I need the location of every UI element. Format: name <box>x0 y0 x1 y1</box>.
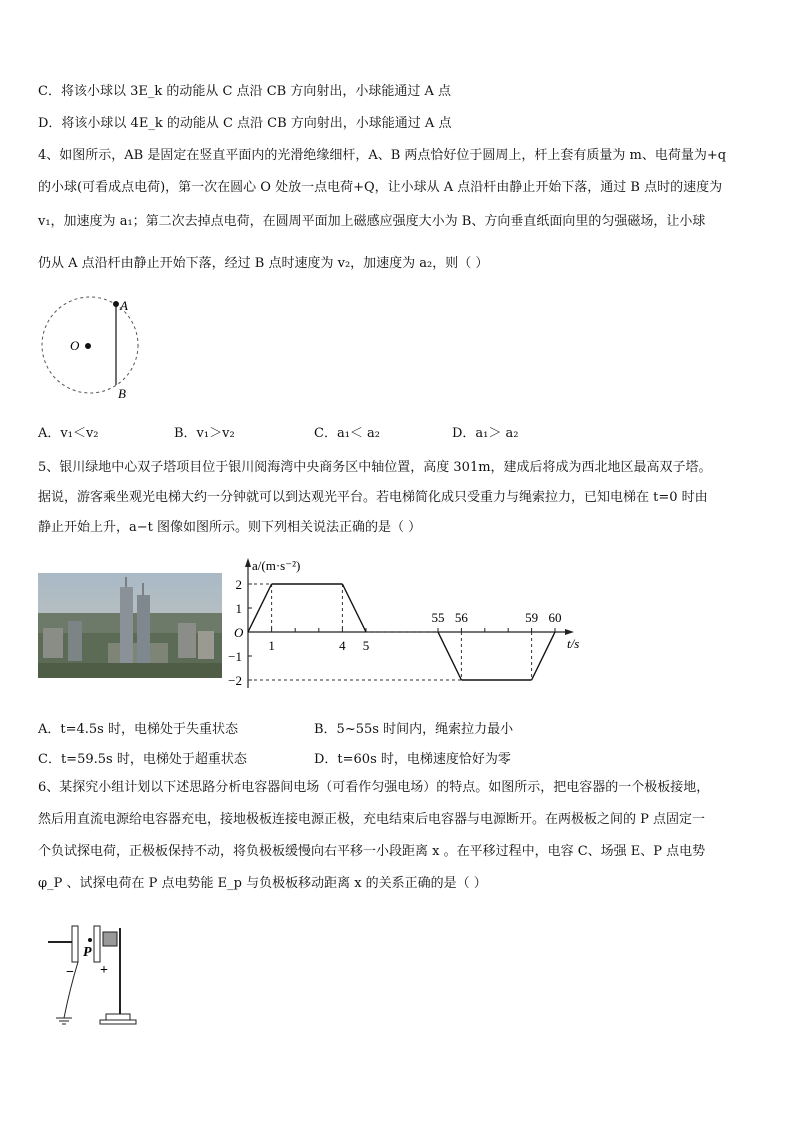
q5-stem-line2: 据说，游客乘坐观光电梯大约一分钟就可以到达观光平台。若电梯简化成只受重力与绳索拉力，已知电梯在 t=0 时由 <box>38 490 708 505</box>
twin-tower-photo <box>38 573 222 678</box>
q4-option-d: D．a₁＞ a₂ <box>452 426 519 441</box>
label-plus: + <box>100 963 108 978</box>
q6-stem-line4: φ_P 、试探电荷在 P 点电势能 E_p 与负极板移动距离 x 的关系正确的是（ ） <box>38 876 487 891</box>
origin-label: O <box>234 625 244 640</box>
y-axis-arrow <box>245 558 251 567</box>
x-tick-label: 5 <box>362 638 370 653</box>
label-o: O <box>70 338 80 353</box>
y-tick-label: 1 <box>235 601 242 616</box>
label-a: A <box>120 298 128 313</box>
q4-option-a: A．v₁＜v₂ <box>38 426 99 441</box>
q5-option-c: C．t=59.5s 时，电梯处于超重状态 <box>38 752 247 767</box>
q4-stem-line3: v₁，加速度为 a₁；第二次去掉点电荷，在圆周平面加上磁感应强度大小为 B、方向垂直纸面向里的匀强磁场，让小球 <box>38 214 706 229</box>
label-minus: − <box>66 965 74 980</box>
q3-option-c: C．将该小球以 3E_k 的动能从 C 点沿 CB 方向射出，小球能通过 A 点 <box>38 84 451 99</box>
q4-option-c: C．a₁＜ a₂ <box>314 426 381 441</box>
series-segment <box>532 632 555 680</box>
x-tick-label: 56 <box>454 610 468 625</box>
q5-option-d: D．t=60s 时，电梯速度恰好为零 <box>314 752 511 767</box>
x-tick-label: 1 <box>268 638 275 653</box>
x-axis-label: t/s <box>567 636 580 651</box>
q5-stem-line1: 5、银川绿地中心双子塔项目位于银川阅海湾中央商务区中轴位置，高度 301m，建成后将成为西北地区最高双子塔。 <box>38 460 712 475</box>
q6-stem-line2: 然后用直流电源给电容器充电，接地极板连接电源正极，充电结束后电容器与电源断开。在两极板之间的 P 点固定一 <box>38 812 706 827</box>
q4-stem-line2: 的小球(可看成点电荷)，第一次在圆心 O 处放一点电荷+Q，让小球从 A 点沿杆由静止开始下落，通过 B 点时的速度为 <box>38 180 723 195</box>
q5-option-a: A．t=4.5s 时，电梯处于失重状态 <box>38 722 238 737</box>
q4-stem-line4: 仍从 A 点沿杆由静止开始下落，经过 B 点时速度为 v₂，加速度为 a₂，则（ ） <box>38 256 489 271</box>
q4-stem-line1: 4、如图所示，AB 是固定在竖直平面内的光滑绝缘细杆，A、B 两点恰好位于圆周上，杆上套有质量为 m、电荷量为+q <box>38 148 727 163</box>
y-tick-label: 2 <box>235 577 242 592</box>
x-tick-label: 4 <box>339 638 346 653</box>
label-b: B <box>118 386 126 401</box>
q6-stem-line3: 个负试探电荷，正极板保持不动，将负极板缓慢向右平移一小段距离 x 。在平移过程中，电容 C、场强 E、P 点电势 <box>38 844 706 859</box>
q4-option-b: B．v₁＞v₂ <box>174 426 235 441</box>
x-tick-label: 55 <box>431 610 445 625</box>
q6-stem-line1: 6、某探究小组计划以下述思路分析电容器间电场（可看作匀强电场）的特点。如图所示，把电容器的一个极板接地， <box>38 780 710 795</box>
series-segment <box>342 584 366 632</box>
x-tick-label: 59 <box>525 610 539 625</box>
q3-option-d: D．将该小球以 4E_k 的动能从 C 点沿 CB 方向射出，小球能通过 A 点 <box>38 116 452 131</box>
y-tick-label: −2 <box>228 673 242 688</box>
x-tick-label: 60 <box>548 610 562 625</box>
q5-stem-line3: 静止开始上升，a−t 图像如图所示。则下列相关说法正确的是（ ） <box>38 520 422 535</box>
capacitor-figure <box>40 918 150 1028</box>
y-tick-label: −1 <box>228 649 242 664</box>
y-axis-label: a/(m·s⁻²) <box>252 558 301 573</box>
q5-option-b: B．5~55s 时间内，绳索拉力最小 <box>314 722 514 737</box>
label-p: P <box>83 945 92 960</box>
q4-circle-figure <box>36 290 156 405</box>
x-axis-arrow <box>565 629 574 635</box>
series-segment <box>438 632 461 680</box>
a-t-chart <box>226 556 586 692</box>
